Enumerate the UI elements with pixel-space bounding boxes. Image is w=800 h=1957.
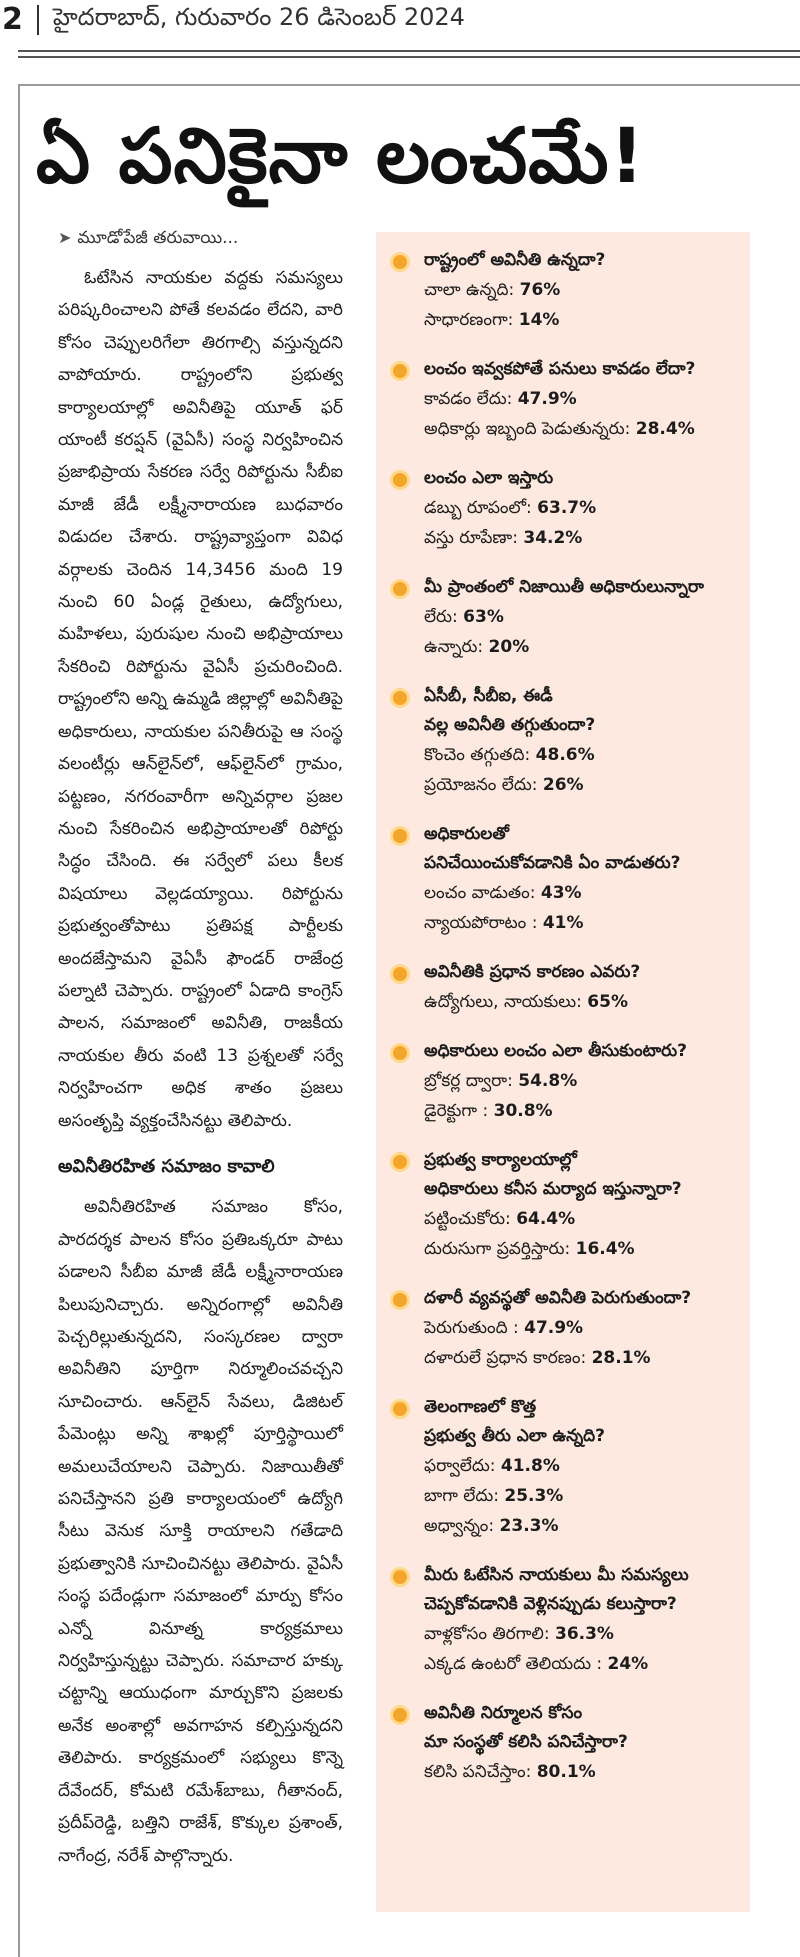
- bullet-dot-icon: [390, 1705, 410, 1725]
- survey-item-body: [424, 573, 740, 662]
- subheading: అవినీతిరహిత సమాజం కావాలి: [58, 1155, 275, 1177]
- bullet-dot-icon: [390, 1399, 410, 1419]
- survey-item: [390, 958, 740, 1017]
- survey-item: [390, 1699, 740, 1787]
- survey-answer: [424, 275, 740, 305]
- answer-label: వస్తు రూపేణా:: [424, 528, 524, 548]
- answer-label: పెరుగుతుంది :: [424, 1318, 525, 1338]
- survey-results-box: [376, 232, 750, 1912]
- survey-item-body: [424, 246, 740, 335]
- bullet-dot-icon: [390, 1290, 410, 1310]
- survey-question: వల్ల అవినీతి తగ్గుతుందా?: [424, 715, 596, 735]
- answer-percent: 48.6%: [535, 745, 595, 765]
- survey-answer: [424, 1313, 740, 1343]
- answer-label: దురుసుగా ప్రవర్తిస్తారు:: [424, 1239, 576, 1259]
- survey-answer: [424, 1234, 740, 1264]
- survey-item-body: [424, 1037, 740, 1126]
- survey-answer: [424, 493, 740, 523]
- survey-question: అధికారులతో: [424, 824, 509, 844]
- answer-percent: 26%: [542, 775, 584, 795]
- survey-answer: [424, 414, 740, 444]
- survey-answer: [424, 305, 740, 335]
- bullet-dot-icon: [390, 579, 410, 599]
- bullet-dot-icon: [390, 688, 410, 708]
- survey-item-body: [424, 958, 740, 1017]
- answer-percent: 63%: [463, 607, 504, 627]
- answer-label: ఎక్కడ ఉంటరో తెలియదు :: [424, 1654, 608, 1674]
- answer-label: లేరు:: [424, 607, 464, 627]
- answer-label: కొంచెం తగ్గుతది:: [424, 745, 536, 765]
- headline: ఏ పనికైనా లంచమే!: [36, 111, 646, 200]
- article-body: [58, 262, 343, 1872]
- answer-percent: 14%: [518, 310, 560, 330]
- survey-item: [390, 1146, 740, 1264]
- continued-text: మూడోపేజీ తరువాయి...: [77, 228, 239, 248]
- answer-percent: 25.3%: [504, 1486, 564, 1506]
- answer-percent: 28.1%: [591, 1348, 651, 1368]
- survey-item-body: [424, 1699, 740, 1787]
- answer-label: అధికార్లు ఇబ్బంది పెడుతున్నరు:: [424, 419, 636, 439]
- survey-item-body: [424, 1146, 740, 1264]
- answer-label: వాళ్లకోసం తిరగాలి:: [424, 1624, 555, 1644]
- answer-label: దళారులే ప్రధాన కారణం:: [424, 1348, 592, 1368]
- survey-answer: [424, 770, 740, 800]
- bullet-dot-icon: [390, 1152, 410, 1172]
- answer-label: ఉద్యోగులు, నాయకులు:: [424, 992, 588, 1012]
- survey-question: పనిచేయించుకోవడానికి ఏం వాడుతరు?: [424, 853, 681, 873]
- answer-label: డైరెక్టుగా :: [424, 1101, 494, 1121]
- masthead: [0, 0, 800, 40]
- survey-answer: [424, 602, 740, 632]
- answer-percent: 28.4%: [635, 419, 695, 439]
- survey-item: [390, 1561, 740, 1679]
- bullet-dot-icon: [390, 252, 410, 272]
- answer-label: బ్రోకర్ల ద్వారా:: [424, 1071, 519, 1091]
- answer-label: న్యాయపోరాటం :: [424, 913, 543, 933]
- body-paragraph: ఓటేసిన నాయకుల వద్దకు సమస్యలు పరిష్కరించాలని పోతే కలవడం లేదని, వారి కోసం చెప్పులరిగేలా తిరగాల్సి వస్తున్నదని వాపోయారు. రాష్ట్రంలోని ప్రభుత్వ కార్యాలయాల్లో అవినీతిపై యూత్ ఫర్ యాంటీ కరప్షన్ (వైఏసీ) సంస్థ నిర్వహించిన ప్రజాభిప్రాయ సేకరణ సర్వే రిపోర్టును సీబీఐ మాజీ జేడీ లక్ష్మీనారాయణ బుధవారం విడుదల చేశారు. రాష్ట్రవ్యాప్తంగా వివిధ వర్గాలకు చెందిన 14,3456 మంది 19 నుంచి 60 ఏండ్ల రైతులు, ఉద్యోగులు, మహిళలు, పురుషుల నుంచి అభిప్రాయాలు సేకరించి రిపోర్టును వైఏసీ ప్రచురించింది. రాష్ట్రంలోని అన్ని ఉమ్మడి జిల్లాల్లో అవినీతిపై అధికారులు, నాయకుల పనితీరుపై ఆ సంస్థ వలంటీర్లు ఆన్‌లైన్‌లో, ఆఫ్‌లైన్‌లో గ్రామం, పట్టణం, నగరంవారీగా అన్నివర్గాల ప్రజల నుంచి సేకరించిన అభిప్రాయాలతో రిపోర్టు సిద్ధం చేసింది. ఈ సర్వేలో పలు కీలక విషయాలు వెల్లడయ్యాయి. రిపోర్టును ప్రభుత్వంతోపాటు ప్రతిపక్ష పార్టీలకు అందజేస్తామని వైఏసీ ఫౌండర్ రాజేంద్ర పల్నాటి చెప్పారు. రాష్ట్రంలో ఏడాది కాంగ్రెస్ పాలన, సమాజంలో అవినీతి, రాజకీయ నాయకుల తీరు వంటి 13 ప్రశ్నలతో సర్వే నిర్వహించగా అధిక శాతం ప్రజలు అసంతృప్తి వ్యక్తంచేసినట్టు తెలిపారు.: [58, 268, 343, 1131]
- answer-label: ఫర్వాలేదు:: [424, 1456, 501, 1476]
- answer-percent: 24%: [607, 1654, 649, 1674]
- answer-label: లంచం వాడుతం:: [424, 883, 541, 903]
- survey-item-body: [424, 820, 740, 938]
- survey-answer: [424, 908, 740, 938]
- survey-item: [390, 1037, 740, 1126]
- survey-question: మీ ప్రాంతంలో నిజాయితీ అధికారులున్నారా: [424, 577, 704, 597]
- body-paragraph: అవినీతిరహిత సమాజం కోసం, పారదర్శక పాలన కోసం ప్రతిఒక్కరూ పాటు పడాలని సీబీఐ మాజీ జేడీ లక్ష్మీనారాయణ పిలుపునిచ్చారు. అన్నిరంగాల్లో అవినీతి పెచ్చరిల్లుతున్నదని, సంస్కరణల ద్వారా అవినీతిని పూర్తిగా నిర్మూలించవచ్చని సూచించారు. ఆన్‌లైన్ సేవలు, డిజిటల్ పేమెంట్లు అన్ని శాఖల్లో పూర్తిస్థాయిలో అమలుచేయాలని చెప్పారు. నిజాయితీతో పనిచేస్తానని ప్రతి కార్యాలయంలో ఉద్యోగి సీటు వెనుక సూక్తి రాయాలని గతేడాది ప్రభుత్వానికి సూచించినట్టు తెలిపారు. వైఏసీ సంస్థ పదేండ్లుగా సమాజంలో మార్పు కోసం ఎన్నో వినూత్న కార్యక్రమాలు నిర్వహిస్తున్నట్టు చెప్పారు. సమాచార హక్కు చట్టాన్ని ఆయుధంగా మార్చుకొని ప్రజలకు అనేక అంశాల్లో అవగాహన కల్పిస్తున్నదని తెలిపారు. కార్యక్రమంలో సభ్యులు కొన్నె దేవేందర్, కోమటి రమేశ్‌బాబు, గీతానంద్, ప్రదీప్‌రెడ్డి, బత్తిని రాజేశ్, కొక్కుల ప్రశాంత్, నాగేంద్ర, నరేశ్ పాల్గొన్నారు.: [58, 1197, 343, 1866]
- bullet-dot-icon: [390, 826, 410, 846]
- survey-answer: [424, 1619, 740, 1649]
- survey-item: [390, 682, 740, 800]
- survey-answer: [424, 1204, 740, 1234]
- survey-question: మీరు ఓటేసిన నాయకులు మీ సమస్యలు: [424, 1565, 689, 1585]
- answer-percent: 43%: [540, 883, 582, 903]
- survey-answer: [424, 878, 740, 908]
- answer-label: ఉన్నారు:: [424, 637, 489, 657]
- survey-item-body: [424, 355, 740, 444]
- survey-item: [390, 820, 740, 938]
- survey-answer: [424, 523, 740, 553]
- survey-item: [390, 246, 740, 335]
- survey-question: అధికారులు కనీస మర్యాద ఇస్తున్నారా?: [424, 1179, 682, 1199]
- answer-percent: 80.1%: [536, 1762, 596, 1782]
- survey-item: [390, 355, 740, 444]
- survey-answer: [424, 1757, 740, 1787]
- answer-percent: 54.8%: [518, 1071, 578, 1091]
- masthead-divider: [37, 5, 39, 35]
- survey-item-body: [424, 1284, 740, 1373]
- answer-percent: 16.4%: [575, 1239, 635, 1259]
- survey-question: అవినీతికి ప్రధాన కారణం ఎవరు?: [424, 962, 641, 982]
- survey-question: ఏసీబీ, సీబీఐ, ఈడీ: [424, 686, 553, 706]
- survey-answer: [424, 1511, 740, 1541]
- survey-question: చెప్పకోవడానికి వెళ్లినప్పుడు కలుస్తారా?: [424, 1594, 677, 1614]
- answer-label: బాగా లేదు:: [424, 1486, 505, 1506]
- answer-percent: 76%: [519, 280, 561, 300]
- survey-item-body: [424, 464, 740, 553]
- answer-percent: 65%: [587, 992, 628, 1012]
- bullet-dot-icon: [390, 1043, 410, 1063]
- chevron-right-icon: ➤: [58, 228, 72, 247]
- survey-question: మా సంస్థతో కలిసి పనిచేస్తారా?: [424, 1732, 628, 1752]
- answer-percent: 41%: [542, 913, 584, 933]
- survey-answer: [424, 1096, 740, 1126]
- answer-percent: 20%: [488, 637, 530, 657]
- answer-percent: 64.4%: [516, 1209, 576, 1229]
- top-rule-2: [18, 56, 800, 58]
- bullet-dot-icon: [390, 1567, 410, 1587]
- survey-answer: [424, 1649, 740, 1679]
- survey-question: అధికారులు లంచం ఎలా తీసుకుంటారు?: [424, 1041, 687, 1061]
- answer-percent: 36.3%: [554, 1624, 614, 1644]
- dateline: హైదరాబాద్, గురువారం 26 డిసెంబర్ 2024: [52, 3, 465, 31]
- survey-question: లంచం ఇవ్వకపోతే పనులు కావడం లేదా?: [424, 359, 696, 379]
- answer-percent: 47.9%: [524, 1318, 584, 1338]
- answer-percent: 41.8%: [500, 1456, 560, 1476]
- answer-label: కలిసి పనిచేస్తాం:: [424, 1762, 537, 1782]
- survey-item-body: [424, 682, 740, 800]
- survey-answer: [424, 1343, 740, 1373]
- page-number: 2: [2, 2, 23, 37]
- survey-question: అవినీతి నిర్మూలన కోసం: [424, 1703, 583, 1723]
- survey-answer: [424, 1066, 740, 1096]
- answer-percent: 23.3%: [499, 1516, 559, 1536]
- survey-question: ప్రభుత్వ కార్యాలయాల్లో: [424, 1150, 577, 1170]
- top-rule: [18, 50, 800, 52]
- survey-item: [390, 573, 740, 662]
- survey-item: [390, 1393, 740, 1541]
- survey-answer: [424, 987, 740, 1017]
- bullet-dot-icon: [390, 470, 410, 490]
- survey-question: తెలంగాణలో కొత్త: [424, 1397, 537, 1417]
- answer-label: డబ్బు రూపంలో:: [424, 498, 538, 518]
- answer-label: పట్టించుకోరు:: [424, 1209, 517, 1229]
- survey-question: ప్రభుత్వ తీరు ఎలా ఉన్నది?: [424, 1426, 605, 1446]
- bullet-dot-icon: [390, 361, 410, 381]
- survey-item: [390, 1284, 740, 1373]
- bullet-dot-icon: [390, 964, 410, 984]
- survey-answer: [424, 1481, 740, 1511]
- survey-question: రాష్ట్రంలో అవినీతి ఉన్నదా?: [424, 250, 606, 270]
- survey-question: లంచం ఎలా ఇస్తారు: [424, 468, 554, 488]
- answer-label: చాలా ఉన్నది:: [424, 280, 520, 300]
- survey-item: [390, 464, 740, 553]
- answer-label: సాధారణంగా:: [424, 310, 519, 330]
- survey-answer: [424, 384, 740, 414]
- answer-percent: 30.8%: [493, 1101, 553, 1121]
- survey-answer: [424, 1451, 740, 1481]
- survey-answer: [424, 740, 740, 770]
- survey-question: దళారీ వ్యవస్థతో అవినీతి పెరుగుతుందా?: [424, 1288, 692, 1308]
- answer-label: కావడం లేదు:: [424, 389, 518, 409]
- answer-percent: 63.7%: [537, 498, 597, 518]
- survey-item-body: [424, 1561, 740, 1679]
- survey-item-body: [424, 1393, 740, 1541]
- answer-label: అధ్వాన్నం:: [424, 1516, 500, 1536]
- continued-marker: [58, 228, 238, 252]
- survey-answer: [424, 632, 740, 662]
- answer-percent: 34.2%: [523, 528, 583, 548]
- answer-percent: 47.9%: [517, 389, 577, 409]
- answer-label: ప్రయోజనం లేదు:: [424, 775, 543, 795]
